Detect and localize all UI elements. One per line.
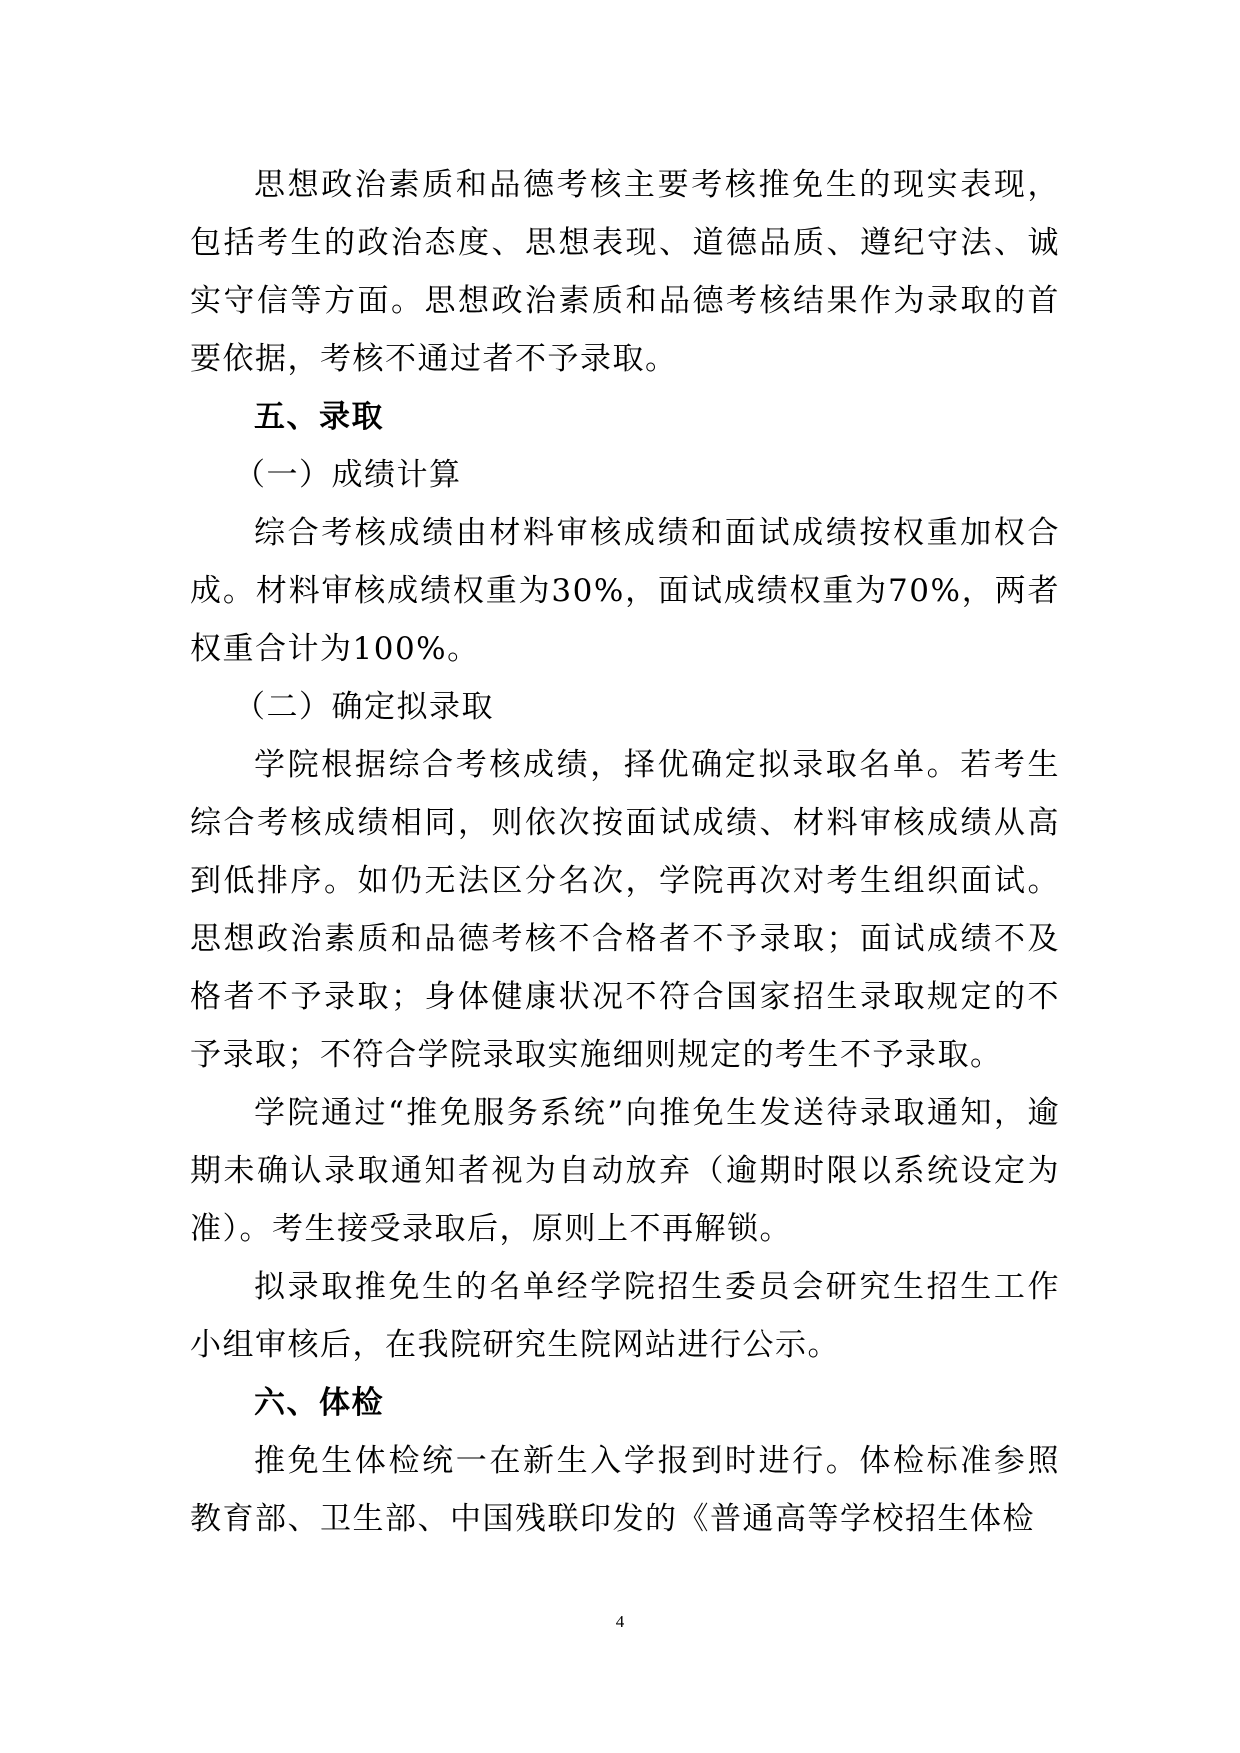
- section-heading-physical-exam: 六、体检: [254, 1385, 384, 1421]
- subheading-determine-admission: （二）确定拟录取: [234, 689, 494, 725]
- paragraph-admission-rules: 学院根据综合考核成绩，择优确定拟录取名单。若考生综合考核成绩相同，则依次按面试成绩、材料审核成绩从高到低排序。如仍无法区分名次，学院再次对考生组织面试。思想政治素质和品德考核不合格者不予录取；面试成绩不及格者不予录取；身体健康状况不符合国家招生录取规定的不予录取；不符合学院录取实施细则规定的考生不予录取。: [190, 747, 1060, 1073]
- paragraph-physical-exam: 推免生体检统一在新生入学报到时进行。体检标准参照教育部、卫生部、中国残联印发的《普通高等学校招生体检: [190, 1443, 1060, 1537]
- document-body: [190, 156, 1060, 1548]
- paragraph-publicity: 拟录取推免生的名单经学院招生委员会研究生招生工作小组审核后，在我院研究生院网站进行公示。: [190, 1269, 1060, 1363]
- paragraph-political-assessment: 思想政治素质和品德考核主要考核推免生的现实表现，包括考生的政治态度、思想表现、道德品质、遵纪守法、诚实守信等方面。思想政治素质和品德考核结果作为录取的首要依据，考核不通过者不予录取。: [190, 167, 1060, 377]
- page-number: 4: [615, 1612, 625, 1631]
- section-heading-admission: 五、录取: [254, 399, 384, 435]
- paragraph-score-weights: 综合考核成绩由材料审核成绩和面试成绩按权重加权合成。材料审核成绩权重为30%，面试成绩权重为70%，两者权重合计为100%。: [190, 515, 1060, 667]
- paragraph-admission-notice: 学院通过“推免服务系统”向推免生发送待录取通知，逾期未确认录取通知者视为自动放弃（逾期时限以系统设定为准）。考生接受录取后，原则上不再解锁。: [190, 1095, 1060, 1247]
- subheading-score-calculation: （一）成绩计算: [234, 457, 462, 493]
